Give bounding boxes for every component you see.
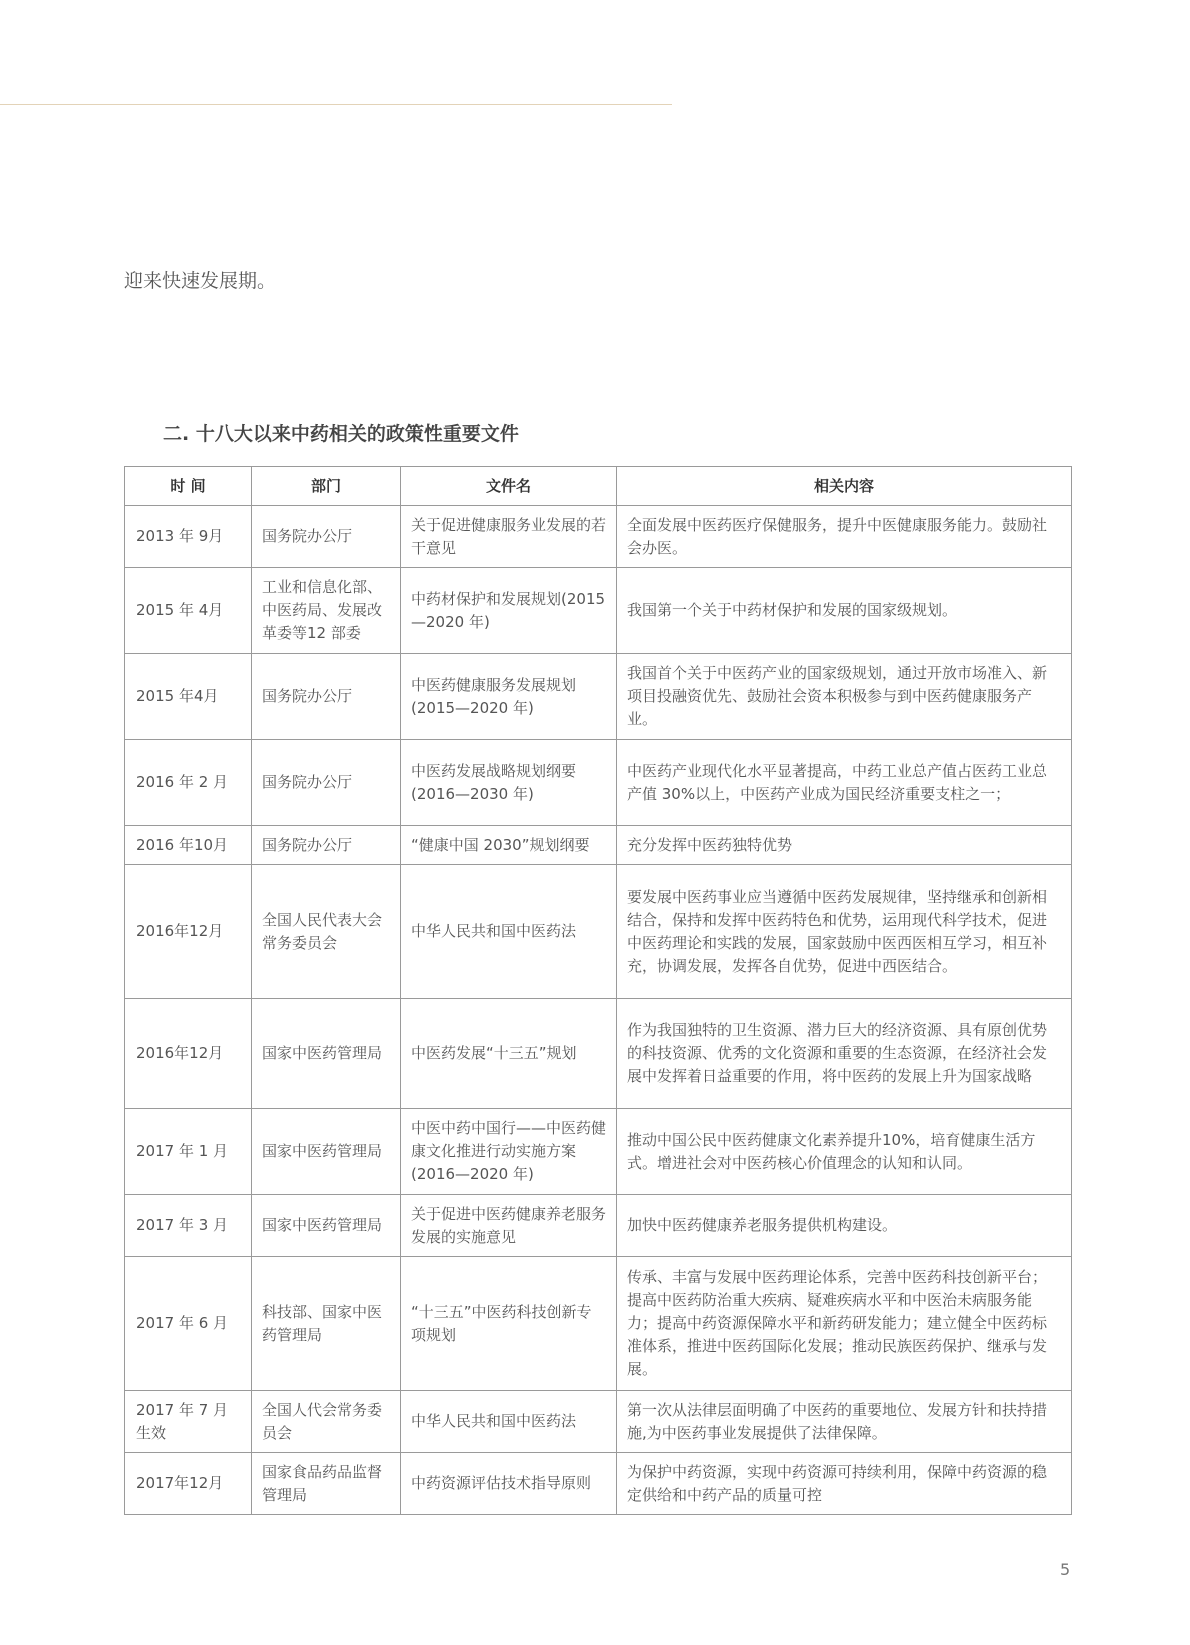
table-row [125,1257,1072,1391]
header-time: 时 间 [125,467,252,506]
cell-document: 关于促进健康服务业发展的若干意见 [401,506,617,568]
cell-document: 中药材保护和发展规划(2015—2020 年) [401,568,617,654]
cell-document: 中药资源评估技术指导原则 [401,1453,617,1515]
cell-department: 国务院办公厅 [252,740,401,826]
cell-content: 传承、丰富与发展中医药理论体系，完善中医药科技创新平台；提高中医药防治重大疾病、疑难疾病水平和中医治未病服务能力；提高中药资源保障水平和新药研发能力；建立健全中医药标准体系，推进中医药国际化发展；推动民族医药保护、继承与发展。 [617,1257,1072,1391]
cell-document: 中华人民共和国中医药法 [401,865,617,999]
section-title: 二. 十八大以来中药相关的政策性重要文件 [163,423,519,445]
cell-content: 要发展中医药事业应当遵循中医药发展规律，坚持继承和创新相结合，保持和发挥中医药特色和优势，运用现代科学技术，促进中医药理论和实践的发展，国家鼓励中医西医相互学习，相互补充，协调发展，发挥各自优势，促进中西医结合。 [617,865,1072,999]
header-document: 文件名 [401,467,617,506]
cell-content: 充分发挥中医药独特优势 [617,826,1072,865]
table-row [125,1109,1072,1195]
table-row [125,999,1072,1109]
header-content: 相关内容 [617,467,1072,506]
cell-document: 关于促进中医药健康养老服务发展的实施意见 [401,1195,617,1257]
cell-time: 2015 年4月 [125,654,252,740]
cell-content: 第一次从法律层面明确了中医药的重要地位、发展方针和扶持措施,为中医药事业发展提供了法律保障。 [617,1391,1072,1453]
policy-documents-table [124,466,1072,1515]
header-divider [0,104,672,105]
cell-document: 中医药健康服务发展规划(2015—2020 年) [401,654,617,740]
cell-document: 中医药发展战略规划纲要(2016—2030 年) [401,740,617,826]
cell-department: 国务院办公厅 [252,506,401,568]
header-department: 部门 [252,467,401,506]
cell-time: 2016 年10月 [125,826,252,865]
cell-document: 中医中药中国行——中医药健康文化推进行动实施方案(2016—2020 年) [401,1109,617,1195]
cell-content: 加快中医药健康养老服务提供机构建设。 [617,1195,1072,1257]
table-row [125,740,1072,826]
cell-content: 推动中国公民中医药健康文化素养提升10%，培育健康生活方式。增进社会对中医药核心价值理念的认知和认同。 [617,1109,1072,1195]
cell-content: 全面发展中医药医疗保健服务，提升中医健康服务能力。鼓励社会办医。 [617,506,1072,568]
cell-document: “健康中国 2030”规划纲要 [401,826,617,865]
table-row [125,1453,1072,1515]
cell-time: 2013 年 9月 [125,506,252,568]
cell-content: 中医药产业现代化水平显著提高，中药工业总产值占医药工业总产值 30%以上，中医药产业成为国民经济重要支柱之一； [617,740,1072,826]
cell-time: 2017 年 7 月生效 [125,1391,252,1453]
cell-time: 2017 年 3 月 [125,1195,252,1257]
cell-document: 中医药发展“十三五”规划 [401,999,617,1109]
table-row [125,1391,1072,1453]
cell-department: 国务院办公厅 [252,654,401,740]
cell-time: 2017 年 6 月 [125,1257,252,1391]
cell-department: 全国人代会常务委员会 [252,1391,401,1453]
cell-time: 2017 年 1 月 [125,1109,252,1195]
page-number: 5 [1060,1560,1071,1579]
cell-department: 国家中医药管理局 [252,1109,401,1195]
cell-document: 中华人民共和国中医药法 [401,1391,617,1453]
cell-content: 我国首个关于中医药产业的国家级规划，通过开放市场准入、新项目投融资优先、鼓励社会资本积极参与到中医药健康服务产业。 [617,654,1072,740]
table-row [125,1195,1072,1257]
cell-department: 全国人民代表大会常务委员会 [252,865,401,999]
cell-content: 我国第一个关于中药材保护和发展的国家级规划。 [617,568,1072,654]
cell-department: 国家中医药管理局 [252,999,401,1109]
cell-department: 科技部、国家中医药管理局 [252,1257,401,1391]
cell-time: 2017年12月 [125,1453,252,1515]
cell-content: 为保护中药资源，实现中药资源可持续利用，保障中药资源的稳定供给和中药产品的质量可控 [617,1453,1072,1515]
cell-department: 国家食品药品监督管理局 [252,1453,401,1515]
table-row [125,654,1072,740]
cell-department: 工业和信息化部、中医药局、发展改革委等12 部委 [252,568,401,654]
cell-time: 2015 年 4月 [125,568,252,654]
table-row [125,826,1072,865]
cell-document: “十三五”中医药科技创新专项规划 [401,1257,617,1391]
cell-time: 2016 年 2 月 [125,740,252,826]
table-row [125,568,1072,654]
cell-department: 国家中医药管理局 [252,1195,401,1257]
cell-time: 2016年12月 [125,999,252,1109]
cell-department: 国务院办公厅 [252,826,401,865]
cell-time: 2016年12月 [125,865,252,999]
lead-paragraph: 迎来快速发展期。 [124,270,277,292]
table-row [125,865,1072,999]
table-row [125,506,1072,568]
table-header-row [125,467,1072,506]
cell-content: 作为我国独特的卫生资源、潜力巨大的经济资源、具有原创优势的科技资源、优秀的文化资源和重要的生态资源，在经济社会发展中发挥着日益重要的作用，将中医药的发展上升为国家战略 [617,999,1072,1109]
